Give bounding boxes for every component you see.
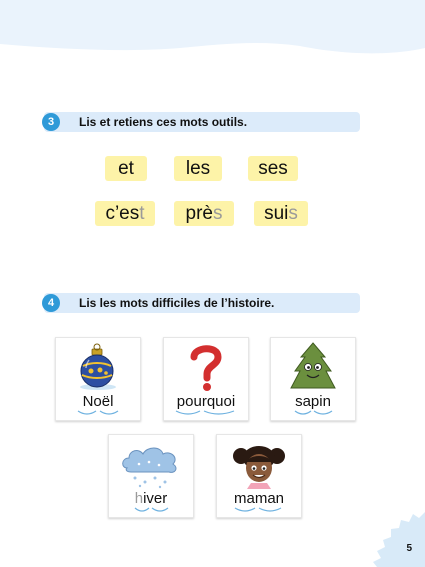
syllable-arcs xyxy=(109,507,193,515)
section-3-title: Lis et retiens ces mots outils. xyxy=(79,115,248,129)
girl-face-icon xyxy=(217,438,301,490)
tool-word-label: et xyxy=(118,157,134,179)
question-mark-icon xyxy=(164,341,248,393)
word-card-sapin xyxy=(270,337,356,421)
page-corner-decoration xyxy=(367,512,425,567)
syllable-arcs xyxy=(217,507,301,515)
silent-letter: s xyxy=(212,202,223,224)
syllable-arcs xyxy=(164,410,248,418)
silent-letter: h xyxy=(134,490,144,507)
card-word: maman xyxy=(233,490,285,507)
tool-word-main: c’es xyxy=(105,202,140,224)
word-card-maman xyxy=(216,434,302,518)
word-card-hiver xyxy=(108,434,194,518)
section-4-header xyxy=(44,293,360,313)
syllable-arcs xyxy=(56,410,140,418)
tool-word-suis xyxy=(254,201,308,226)
section-3-number: 3 xyxy=(42,113,60,131)
section-3-header xyxy=(44,112,360,132)
snow-cloud-icon xyxy=(109,438,193,490)
syllable-arcs xyxy=(271,410,355,418)
top-band-decoration xyxy=(0,0,425,60)
tool-word-label: ses xyxy=(258,157,288,179)
word-card-pourquoi xyxy=(163,337,249,421)
tool-word-pres xyxy=(174,201,234,226)
fir-tree-icon xyxy=(271,341,355,393)
silent-letter: s xyxy=(288,202,298,224)
silent-letter: t xyxy=(139,202,145,224)
tool-word-cest xyxy=(95,201,155,226)
section-4-number: 4 xyxy=(42,294,60,312)
card-word: pourquoi xyxy=(176,393,236,410)
tool-word-les xyxy=(174,156,222,181)
card-word: Noël xyxy=(82,393,114,410)
card-word: sapin xyxy=(295,393,331,410)
word-card-noel xyxy=(55,337,141,421)
tool-word-main: sui xyxy=(264,202,289,224)
tool-word-main: prè xyxy=(185,202,213,224)
section-4-title: Lis les mots difficiles de l’histoire. xyxy=(79,296,275,310)
tool-word-label: les xyxy=(185,157,211,179)
tool-word-ses xyxy=(248,156,298,181)
card-word xyxy=(109,491,193,507)
christmas-ornament-icon xyxy=(56,341,140,393)
tool-word-et xyxy=(105,156,147,181)
card-word-rest: iver xyxy=(143,490,168,507)
page-number: 5 xyxy=(406,543,412,554)
